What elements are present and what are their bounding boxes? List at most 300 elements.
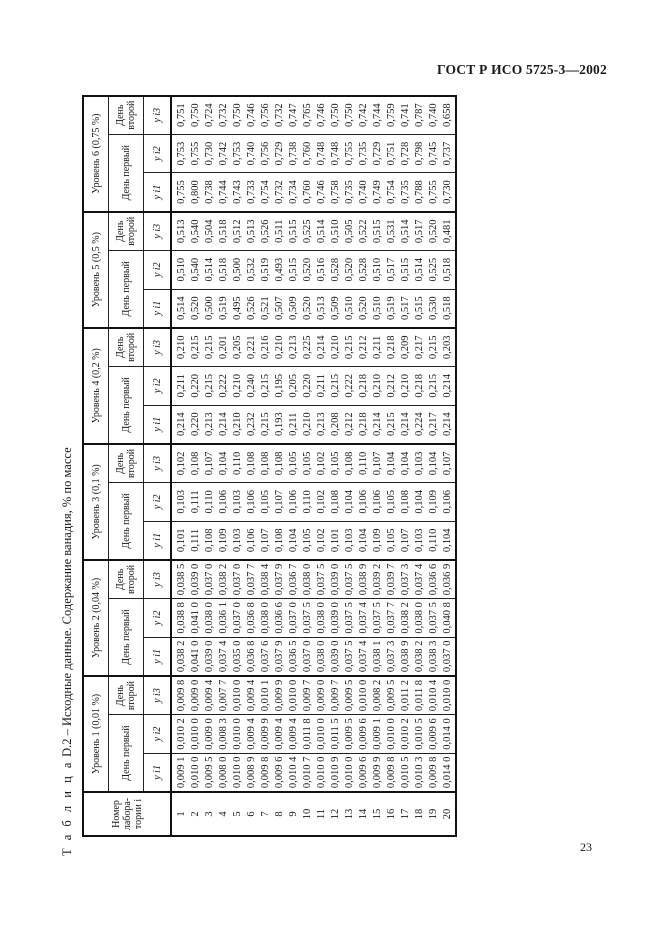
value-cell: 0,010 0 xyxy=(385,715,399,754)
value-cell: 0,520 xyxy=(189,289,203,328)
value-cell: 0,528 xyxy=(357,250,371,289)
value-cell: 0,106 xyxy=(357,483,371,522)
value-cell: 0,754 xyxy=(259,173,273,212)
value-cell: 0,009 4 xyxy=(245,715,259,754)
value-cell: 0,108 xyxy=(189,444,203,483)
value-cell: 0,514 xyxy=(399,212,413,251)
value-cell: 0,104 xyxy=(357,521,371,560)
value-cell: 0,519 xyxy=(259,250,273,289)
value-cell: 0,217 xyxy=(413,328,427,367)
value-cell: 0,011 5 xyxy=(329,715,343,754)
value-cell: 0,746 xyxy=(315,96,329,135)
value-cell: 0,007 7 xyxy=(217,676,231,715)
value-cell: 0,798 xyxy=(413,134,427,173)
value-cell: 0,203 xyxy=(441,328,456,367)
value-cell: 0,522 xyxy=(357,212,371,251)
table-row xyxy=(371,96,385,836)
value-cell: 0,009 6 xyxy=(357,715,371,754)
value-cell: 0,037 5 xyxy=(343,637,357,676)
value-cell: 0,104 xyxy=(287,521,301,560)
value-cell: 0,010 3 xyxy=(413,753,427,792)
value-cell: 0,724 xyxy=(203,96,217,135)
value-cell: 0,038 1 xyxy=(371,637,385,676)
result-y11-header: y i1 xyxy=(144,637,172,676)
table-row xyxy=(315,96,329,836)
value-cell: 0,211 xyxy=(315,366,329,405)
value-cell: 0,103 xyxy=(231,483,245,522)
value-cell: 0,009 5 xyxy=(385,676,399,715)
value-cell: 0,011 2 xyxy=(399,676,413,715)
value-cell: 0,481 xyxy=(441,212,456,251)
value-cell: 0,037 0 xyxy=(441,637,456,676)
table-row xyxy=(385,96,399,836)
value-cell: 0,104 xyxy=(441,521,456,560)
value-cell: 0,010 7 xyxy=(301,753,315,792)
value-cell: 0,039 0 xyxy=(329,560,343,599)
lab-number-cell: 11 xyxy=(315,792,329,836)
value-cell: 0,216 xyxy=(259,328,273,367)
value-cell: 0,104 xyxy=(343,483,357,522)
value-cell: 0,735 xyxy=(399,173,413,212)
value-cell: 0,500 xyxy=(203,289,217,328)
value-cell: 0,212 xyxy=(357,328,371,367)
value-cell: 0,211 xyxy=(371,328,385,367)
value-cell: 0,009 4 xyxy=(203,676,217,715)
value-cell: 0,009 9 xyxy=(273,676,287,715)
value-cell: 0,214 xyxy=(315,328,329,367)
value-cell: 0,214 xyxy=(217,405,231,444)
level-3-header: Уровень 3 (0,1 %) xyxy=(83,444,109,560)
value-cell: 0,540 xyxy=(189,212,203,251)
value-cell: 0,220 xyxy=(301,366,315,405)
value-cell: 0,108 xyxy=(273,444,287,483)
value-cell: 0,105 xyxy=(385,483,399,522)
value-cell: 0,515 xyxy=(287,212,301,251)
table-row xyxy=(217,96,231,836)
data-table xyxy=(82,95,457,837)
value-cell: 0,038 2 xyxy=(217,560,231,599)
value-cell: 0,750 xyxy=(189,96,203,135)
value-cell: 0,103 xyxy=(413,444,427,483)
value-cell: 0,104 xyxy=(399,444,413,483)
lab-number-cell: 14 xyxy=(357,792,371,836)
value-cell: 0,037 7 xyxy=(385,599,399,638)
value-cell: 0,747 xyxy=(287,96,301,135)
value-cell: 0,518 xyxy=(441,289,456,328)
value-cell: 0,102 xyxy=(315,483,329,522)
day-first-header: День первый xyxy=(109,134,144,211)
value-cell: 0,011 8 xyxy=(413,676,427,715)
table-row xyxy=(203,96,217,836)
value-cell: 0,215 xyxy=(203,328,217,367)
page-number: 23 xyxy=(580,840,592,854)
value-cell: 0,037 7 xyxy=(245,560,259,599)
value-cell: 0,732 xyxy=(217,96,231,135)
value-cell: 0,036 7 xyxy=(287,560,301,599)
lab-number-cell: 6 xyxy=(245,792,259,836)
level-2-header: Уровень 2 (0,04 %) xyxy=(83,560,109,676)
value-cell: 0,037 5 xyxy=(343,560,357,599)
value-cell: 0,213 xyxy=(203,405,217,444)
table-row xyxy=(427,96,441,836)
value-cell: 0,101 xyxy=(171,521,189,560)
value-cell: 0,037 4 xyxy=(217,637,231,676)
day-first-header: День первый xyxy=(109,483,144,560)
value-cell: 0,040 8 xyxy=(441,599,456,638)
table-row xyxy=(301,96,315,836)
value-cell: 0,759 xyxy=(385,96,399,135)
table-row xyxy=(287,96,301,836)
value-cell: 0,517 xyxy=(399,289,413,328)
value-cell: 0,014 0 xyxy=(441,753,456,792)
value-cell: 0,740 xyxy=(245,134,259,173)
value-cell: 0,513 xyxy=(171,212,189,251)
value-cell: 0,520 xyxy=(301,289,315,328)
value-cell: 0,215 xyxy=(259,366,273,405)
value-cell: 0,214 xyxy=(399,405,413,444)
lab-number-cell: 8 xyxy=(273,792,287,836)
day-first-header: День первый xyxy=(109,599,144,676)
value-cell: 0,103 xyxy=(343,521,357,560)
value-cell: 0,750 xyxy=(231,96,245,135)
value-cell: 0,507 xyxy=(273,289,287,328)
value-cell: 0,215 xyxy=(203,366,217,405)
value-cell: 0,517 xyxy=(385,250,399,289)
value-cell: 0,222 xyxy=(217,366,231,405)
value-cell: 0,038 2 xyxy=(171,637,189,676)
value-cell: 0,038 2 xyxy=(399,599,413,638)
value-cell: 0,224 xyxy=(413,405,427,444)
value-cell: 0,009 5 xyxy=(343,715,357,754)
value-cell: 0,010 9 xyxy=(329,753,343,792)
value-cell: 0,039 0 xyxy=(189,560,203,599)
value-cell: 0,010 1 xyxy=(259,676,273,715)
value-cell: 0,108 xyxy=(259,444,273,483)
value-cell: 0,104 xyxy=(385,444,399,483)
value-cell: 0,520 xyxy=(301,250,315,289)
value-cell: 0,213 xyxy=(315,405,329,444)
value-cell: 0,105 xyxy=(301,521,315,560)
value-cell: 0,036 6 xyxy=(427,560,441,599)
value-cell: 0,514 xyxy=(171,289,189,328)
value-cell: 0,009 5 xyxy=(203,753,217,792)
value-cell: 0,742 xyxy=(217,134,231,173)
table-caption xyxy=(60,296,76,856)
value-cell: 0,755 xyxy=(343,134,357,173)
value-cell: 0,754 xyxy=(385,173,399,212)
value-cell: 0,505 xyxy=(343,212,357,251)
value-cell: 0,009 8 xyxy=(259,753,273,792)
value-cell: 0,800 xyxy=(189,173,203,212)
value-cell: 0,038 0 xyxy=(315,637,329,676)
value-cell: 0,212 xyxy=(343,405,357,444)
value-cell: 0,009 1 xyxy=(171,753,189,792)
value-cell: 0,106 xyxy=(245,483,259,522)
lab-number-cell: 7 xyxy=(259,792,273,836)
value-cell: 0,214 xyxy=(171,405,189,444)
value-cell: 0,038 8 xyxy=(171,599,189,638)
value-cell: 0,037 5 xyxy=(301,599,315,638)
value-cell: 0,106 xyxy=(441,483,456,522)
value-cell: 0,750 xyxy=(329,96,343,135)
lab-number-cell: 10 xyxy=(301,792,315,836)
result-y12-header: y i2 xyxy=(144,715,172,754)
caption-prefix: Т а б л и ц а xyxy=(60,760,74,856)
value-cell: 0,729 xyxy=(371,134,385,173)
value-cell: 0,009 1 xyxy=(371,715,385,754)
value-cell: 0,746 xyxy=(315,173,329,212)
value-cell: 0,212 xyxy=(385,366,399,405)
value-cell: 0,211 xyxy=(287,405,301,444)
value-cell: 0,532 xyxy=(245,250,259,289)
day-second-header: День второй xyxy=(109,328,144,367)
value-cell: 0,232 xyxy=(245,405,259,444)
value-cell: 0,108 xyxy=(273,521,287,560)
value-cell: 0,738 xyxy=(203,173,217,212)
value-cell: 0,108 xyxy=(245,444,259,483)
value-cell: 0,103 xyxy=(171,483,189,522)
value-cell: 0,011 8 xyxy=(301,715,315,754)
lab-number-cell: 4 xyxy=(217,792,231,836)
value-cell: 0,009 5 xyxy=(343,676,357,715)
value-cell: 0,740 xyxy=(357,173,371,212)
value-cell: 0,105 xyxy=(329,444,343,483)
value-cell: 0,744 xyxy=(371,96,385,135)
table-row xyxy=(189,96,203,836)
data-table-container xyxy=(82,96,455,837)
value-cell: 0,009 9 xyxy=(371,753,385,792)
result-y12-header: y i2 xyxy=(144,366,172,405)
value-cell: 0,741 xyxy=(399,96,413,135)
value-cell: 0,732 xyxy=(273,173,287,212)
value-cell: 0,037 0 xyxy=(231,560,245,599)
value-cell: 0,037 5 xyxy=(371,599,385,638)
value-cell: 0,510 xyxy=(371,289,385,328)
table-row xyxy=(441,96,456,836)
value-cell: 0,208 xyxy=(329,405,343,444)
value-cell: 0,735 xyxy=(357,134,371,173)
value-cell: 0,518 xyxy=(217,212,231,251)
value-cell: 0,519 xyxy=(217,289,231,328)
value-cell: 0,209 xyxy=(399,328,413,367)
document-id: ГОСТ Р ИСО 5725-3—2002 xyxy=(437,62,607,77)
value-cell: 0,215 xyxy=(427,366,441,405)
value-cell: 0,515 xyxy=(399,250,413,289)
value-cell: 0,193 xyxy=(273,405,287,444)
value-cell: 0,755 xyxy=(189,134,203,173)
value-cell: 0,037 6 xyxy=(259,637,273,676)
value-cell: 0,008 3 xyxy=(217,715,231,754)
value-cell: 0,528 xyxy=(329,250,343,289)
value-cell: 0,525 xyxy=(301,212,315,251)
value-cell: 0,103 xyxy=(231,521,245,560)
value-cell: 0,107 xyxy=(203,444,217,483)
value-cell: 0,519 xyxy=(385,289,399,328)
value-cell: 0,215 xyxy=(189,328,203,367)
result-y13-header: y i3 xyxy=(144,676,172,715)
value-cell: 0,509 xyxy=(329,289,343,328)
value-cell: 0,746 xyxy=(245,96,259,135)
value-cell: 0,730 xyxy=(203,134,217,173)
value-cell: 0,215 xyxy=(329,366,343,405)
value-cell: 0,218 xyxy=(357,366,371,405)
value-cell: 0,205 xyxy=(287,366,301,405)
result-y13-header: y i3 xyxy=(144,96,172,135)
lab-number-cell: 18 xyxy=(413,792,427,836)
value-cell: 0,756 xyxy=(259,134,273,173)
result-y11-header: y i1 xyxy=(144,173,172,212)
value-cell: 0,526 xyxy=(259,212,273,251)
value-cell: 0,106 xyxy=(371,483,385,522)
lab-number-cell: 15 xyxy=(371,792,385,836)
value-cell: 0,218 xyxy=(385,328,399,367)
value-cell: 0,740 xyxy=(427,96,441,135)
value-cell: 0,730 xyxy=(441,173,456,212)
value-cell: 0,038 9 xyxy=(357,560,371,599)
value-cell: 0,110 xyxy=(357,444,371,483)
value-cell: 0,039 7 xyxy=(385,560,399,599)
value-cell: 0,041 0 xyxy=(189,637,203,676)
value-cell: 0,102 xyxy=(171,444,189,483)
value-cell: 0,210 xyxy=(171,328,189,367)
value-cell: 0,009 4 xyxy=(273,715,287,754)
value-cell: 0,760 xyxy=(301,134,315,173)
value-cell: 0,744 xyxy=(217,173,231,212)
value-cell: 0,037 9 xyxy=(273,637,287,676)
value-cell: 0,102 xyxy=(315,444,329,483)
result-y12-header: y i2 xyxy=(144,483,172,522)
value-cell: 0,038 0 xyxy=(259,599,273,638)
value-cell: 0,010 0 xyxy=(343,753,357,792)
value-cell: 0,038 0 xyxy=(315,599,329,638)
value-cell: 0,038 9 xyxy=(399,637,413,676)
value-cell: 0,103 xyxy=(413,521,427,560)
lab-number-cell: 9 xyxy=(287,792,301,836)
value-cell: 0,037 4 xyxy=(413,560,427,599)
value-cell: 0,205 xyxy=(231,328,245,367)
value-cell: 0,110 xyxy=(231,444,245,483)
result-y11-header: y i1 xyxy=(144,521,172,560)
value-cell: 0,036 5 xyxy=(287,637,301,676)
value-cell: 0,038 0 xyxy=(413,599,427,638)
value-cell: 0,214 xyxy=(441,405,456,444)
value-cell: 0,733 xyxy=(245,173,259,212)
value-cell: 0,210 xyxy=(231,366,245,405)
lab-number-header: Номер лабора-тории i xyxy=(83,792,171,836)
value-cell: 0,104 xyxy=(413,483,427,522)
value-cell: 0,210 xyxy=(231,405,245,444)
value-cell: 0,039 0 xyxy=(203,637,217,676)
value-cell: 0,751 xyxy=(171,96,189,135)
value-cell: 0,520 xyxy=(343,250,357,289)
result-y13-header: y i3 xyxy=(144,560,172,599)
lab-number-cell: 16 xyxy=(385,792,399,836)
day-second-header: День второй xyxy=(109,676,144,715)
value-cell: 0,008 2 xyxy=(371,676,385,715)
value-cell: 0,010 0 xyxy=(189,715,203,754)
value-cell: 0,107 xyxy=(399,521,413,560)
value-cell: 0,518 xyxy=(441,250,456,289)
value-cell: 0,748 xyxy=(315,134,329,173)
value-cell: 0,520 xyxy=(357,289,371,328)
value-cell: 0,009 6 xyxy=(427,715,441,754)
result-y12-header: y i2 xyxy=(144,134,172,173)
value-cell: 0,041 0 xyxy=(189,599,203,638)
table-row xyxy=(171,96,189,836)
value-cell: 0,104 xyxy=(427,444,441,483)
value-cell: 0,110 xyxy=(301,483,315,522)
value-cell: 0,518 xyxy=(217,250,231,289)
value-cell: 0,037 3 xyxy=(385,637,399,676)
value-cell: 0,036 8 xyxy=(245,637,259,676)
value-cell: 0,037 0 xyxy=(301,637,315,676)
value-cell: 0,009 6 xyxy=(357,753,371,792)
value-cell: 0,728 xyxy=(399,134,413,173)
result-y12-header: y i2 xyxy=(144,599,172,638)
value-cell: 0,510 xyxy=(371,250,385,289)
value-cell: 0,737 xyxy=(441,134,456,173)
value-cell: 0,037 0 xyxy=(231,599,245,638)
table-row xyxy=(413,96,427,836)
value-cell: 0,500 xyxy=(231,250,245,289)
value-cell: 0,039 2 xyxy=(371,560,385,599)
value-cell: 0,509 xyxy=(287,289,301,328)
value-cell: 0,010 4 xyxy=(287,753,301,792)
value-cell: 0,512 xyxy=(231,212,245,251)
day-first-header: День первый xyxy=(109,366,144,443)
value-cell: 0,037 4 xyxy=(357,637,371,676)
value-cell: 0,217 xyxy=(427,405,441,444)
value-cell: 0,009 8 xyxy=(171,676,189,715)
value-cell: 0,107 xyxy=(371,444,385,483)
value-cell: 0,513 xyxy=(315,289,329,328)
value-cell: 0,036 8 xyxy=(245,599,259,638)
value-cell: 0,211 xyxy=(171,366,189,405)
value-cell: 0,215 xyxy=(427,328,441,367)
value-cell: 0,108 xyxy=(203,521,217,560)
value-cell: 0,510 xyxy=(343,289,357,328)
value-cell: 0,010 0 xyxy=(315,715,329,754)
value-cell: 0,010 0 xyxy=(189,753,203,792)
table-row xyxy=(273,96,287,836)
value-cell: 0,749 xyxy=(371,173,385,212)
day-second-header: День второй xyxy=(109,212,144,251)
value-cell: 0,106 xyxy=(287,483,301,522)
lab-number-cell: 17 xyxy=(399,792,413,836)
value-cell: 0,106 xyxy=(245,521,259,560)
value-cell: 0,038 0 xyxy=(301,560,315,599)
value-cell: 0,511 xyxy=(273,212,287,251)
value-cell: 0,010 2 xyxy=(399,715,413,754)
value-cell: 0,105 xyxy=(301,444,315,483)
day-first-header: День первый xyxy=(109,715,144,792)
value-cell: 0,751 xyxy=(385,134,399,173)
value-cell: 0,765 xyxy=(301,96,315,135)
value-cell: 0,514 xyxy=(315,212,329,251)
value-cell: 0,108 xyxy=(329,483,343,522)
value-cell: 0,658 xyxy=(441,96,456,135)
value-cell: 0,520 xyxy=(427,212,441,251)
day-second-header: День второй xyxy=(109,96,144,135)
value-cell: 0,755 xyxy=(171,173,189,212)
value-cell: 0,510 xyxy=(171,250,189,289)
value-cell: 0,102 xyxy=(315,521,329,560)
value-cell: 0,760 xyxy=(301,173,315,212)
value-cell: 0,038 2 xyxy=(413,637,427,676)
value-cell: 0,111 xyxy=(189,521,203,560)
value-cell: 0,215 xyxy=(343,328,357,367)
value-cell: 0,735 xyxy=(343,173,357,212)
